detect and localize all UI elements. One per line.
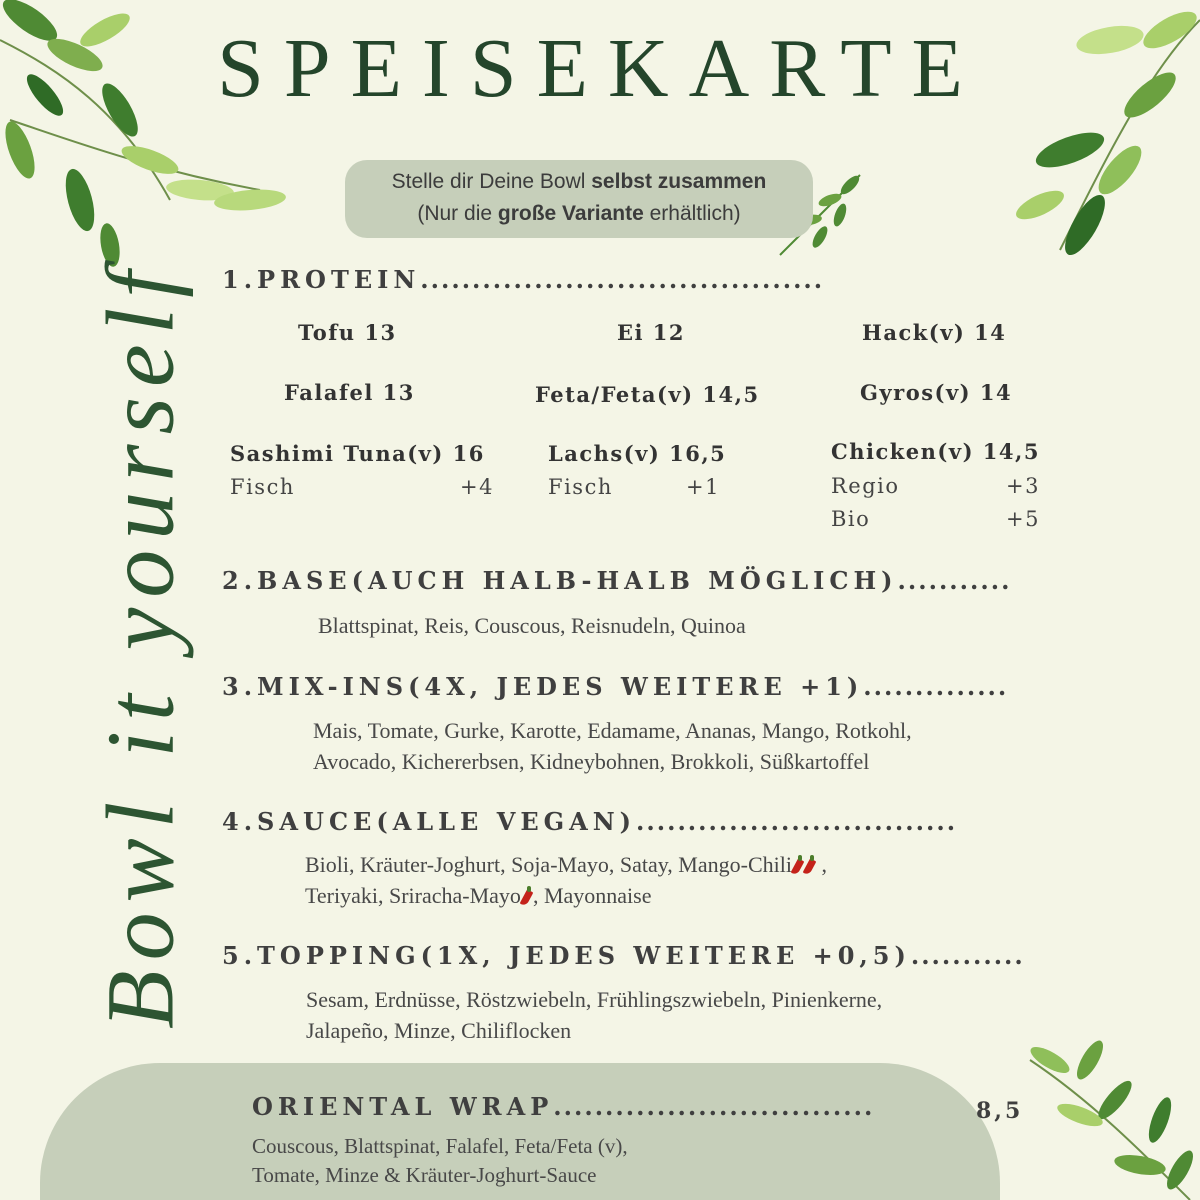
chili-pepper-icon — [804, 855, 816, 875]
section-title-protein — [222, 265, 824, 294]
protein-item: Tofu 13 — [298, 320, 397, 345]
protein-option-name: Bio — [831, 507, 871, 531]
section-title-sauce — [222, 807, 957, 836]
section-title-base-text: 2.BASE(AUCH HALB-HALB MÖGLICH) — [222, 566, 898, 595]
topping-options-line: Sesam, Erdnüsse, Röstzwiebeln, Frühlingszwiebeln, Pinienkerne, — [306, 987, 883, 1012]
protein-option-name: Fisch — [230, 475, 295, 499]
protein-item: Chicken(v) 14,5 — [831, 439, 1040, 464]
sauce-options-text: Teriyaki, Sriracha-Mayo — [305, 883, 521, 908]
sauce-options-text: Bioli, Kräuter-Joghurt, Soja-Mayo, Satay, Mango-Chili — [305, 852, 792, 877]
protein-option-price: +3 — [1006, 474, 1040, 498]
protein-item: Lachs(v) 16,5 — [548, 441, 727, 466]
intro-text — [345, 166, 813, 230]
leader-dots: ........... — [897, 566, 1012, 595]
intro-line2-bold: große Variante — [497, 202, 644, 225]
section-title-topping-text: 5.TOPPING(1X, JEDES WEITERE +0,5) — [222, 941, 911, 970]
sauce-options-separator: , — [815, 852, 827, 877]
leader-dots: ........... — [910, 941, 1025, 970]
protein-option-price: +1 — [686, 475, 720, 499]
section-title-mixins-text: 3.MIX-INS(4X, JEDES WEITERE +1) — [222, 672, 864, 701]
protein-item: Sashimi Tuna(v) 16 — [230, 441, 485, 466]
sauce-options-line — [305, 880, 651, 911]
section-title-base — [222, 566, 1011, 595]
chili-pepper-icon — [521, 886, 533, 906]
leader-dots: ............................... — [553, 1092, 875, 1121]
protein-option-name: Regio — [831, 474, 900, 498]
section-title-topping — [222, 941, 1025, 970]
topping-options-line: Jalapeño, Minze, Chiliflocken — [306, 1018, 572, 1043]
intro-line2-end: erhältlich) — [643, 202, 741, 225]
protein-item: Falafel 13 — [284, 380, 415, 405]
protein-item: Hack(v) 14 — [862, 320, 1007, 345]
protein-item: Feta/Feta(v) 14,5 — [535, 382, 760, 407]
leader-dots: ....................................... — [420, 265, 825, 294]
protein-item: Ei 12 — [617, 320, 686, 345]
protein-option-price: +4 — [460, 475, 494, 499]
wrap-description-line: Couscous, Blattspinat, Falafel, Feta/Feta (v), — [252, 1134, 628, 1158]
leader-dots: ............................... — [636, 807, 958, 836]
mixins-options-line: Mais, Tomate, Gurke, Karotte, Edamame, Ananas, Mango, Rotkohl, — [313, 718, 912, 743]
protein-option-price: +5 — [1006, 507, 1040, 531]
mixins-options-line: Avocado, Kichererbsen, Kidneybohnen, Brokkoli, Süßkartoffel — [313, 749, 870, 774]
section-title-mixins — [222, 672, 1008, 701]
protein-option-name: Fisch — [548, 475, 613, 499]
wrap-title — [252, 1092, 874, 1121]
sauce-options-text: , Mayonnaise — [532, 883, 652, 908]
section-title-sauce-text: 4.SAUCE(ALLE VEGAN) — [222, 807, 637, 836]
page-title: SPEISEKARTE — [217, 22, 983, 115]
side-script-title: Bowl it yourself — [86, 261, 194, 1029]
wrap-title-text: ORIENTAL WRAP — [252, 1092, 554, 1121]
protein-item: Gyros(v) 14 — [860, 380, 1013, 405]
intro-line1-bold: selbst zusammen — [591, 170, 767, 193]
base-options: Blattspinat, Reis, Couscous, Reisnudeln, Quinoa — [318, 613, 746, 638]
section-title-protein-text: 1.PROTEIN — [222, 265, 421, 294]
intro-line2-text: (Nur die — [417, 202, 498, 225]
sauce-options-line — [305, 849, 827, 880]
wrap-description-line: Tomate, Minze & Kräuter-Joghurt-Sauce — [252, 1163, 597, 1187]
leader-dots: .............. — [863, 672, 1009, 701]
wrap-price: 8,5 — [976, 1098, 1024, 1124]
intro-line1-text: Stelle dir Deine Bowl — [391, 170, 592, 193]
leaves-bottom-right-decoration — [1020, 1040, 1200, 1200]
